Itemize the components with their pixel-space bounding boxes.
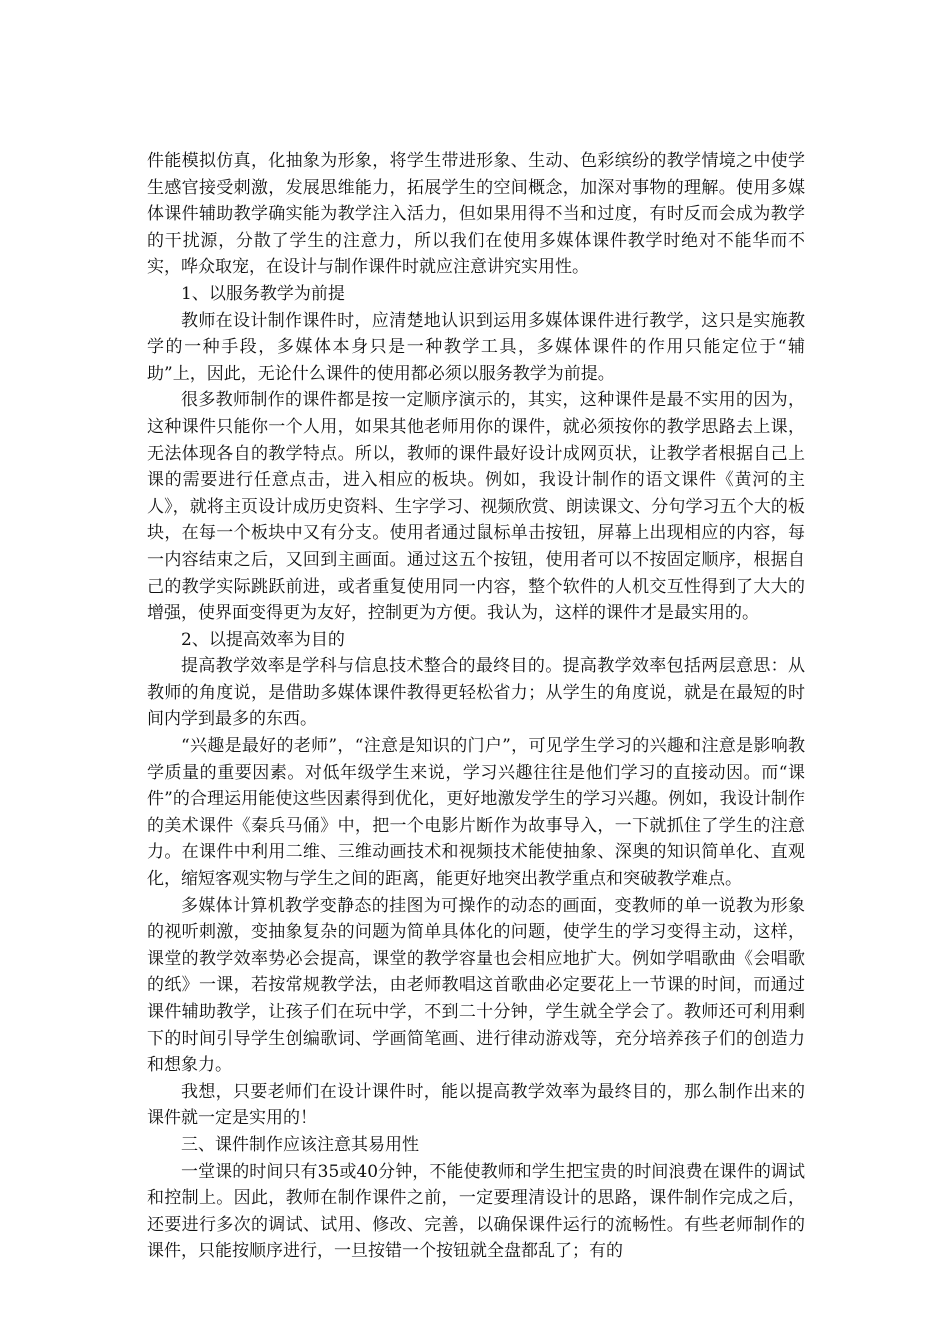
paragraph-conclusion: 我想，只要老师们在设计课件时，能以提高教学效率为最终目的，那么制作出来的课件就一定是实用的！ (147, 1081, 805, 1129)
paragraph-courseware-webpage: 很多教师制作的课件都是按一定顺序演示的，其实，这种课件是最不实用的因为，这种课件只能你一个人用，如果其他老师用你的课件，就必须按你的教学思路去上课，无法体现各自的教学特点。所以，教师的课件最好设计成网页状，让教学者根据自己上课的需要进行任意点击，进入相应的板块。例如，我设计制作的语文课件《黄河的主人》，就将主页设计成历史资料、生字学习、视频欣赏、朗读课文、分句学习五个大的板块，在每一个板块中又有分支。使用者通过鼠标单击按钮，屏幕上出现相应的内容，每一内容结束之后，又回到主画面。通过这五个按钮，使用者可以不按固定顺序，根据自己的教学实际跳跃前进，或者重复使用同一内容，整个软件的人机交互性得到了大大的增强，使界面变得更为友好，控制更为方便。我认为，这样的课件才是最实用的。 (147, 390, 805, 624)
heading-serve-teaching: 1、以服务教学为前提 (181, 283, 345, 304)
paragraph-dynamic-teaching: 多媒体计算机教学变静态的挂图为可操作的动态的画面，变教师的单一说教为形象的视听刺激，变抽象复杂的问题为简单具体化的问题，使学生的学习变得主动，这样，课堂的教学效率势必会提高，课堂的教学容量也会相应地扩大。例如学唱歌曲《会唱歌的纸》一课，若按常规教学法，由老师教唱这首歌曲必定要花上一节课的时间，而通过课件辅助教学，让孩子们在玩中学，不到二十分钟，学生就全学会了。教师还可利用剩下的时间引导学生创编歌词、学画简笔画、进行律动游戏等，充分培养孩子们的创造力和想象力。 (147, 895, 805, 1076)
document-body (147, 148, 805, 1265)
paragraph-serve-teaching: 教师在设计制作课件时，应清楚地认识到运用多媒体课件进行教学，这只是实施教学的一种手段，多媒体本身只是一种教学工具，多媒体课件的作用只能定位于“辅助”上，因此，无论什么课件的使用都必须以服务教学为前提。 (147, 310, 805, 384)
heading-improve-efficiency: 2、以提高效率为目的 (181, 629, 345, 650)
paragraph-intro-continued: 件能模拟仿真，化抽象为形象，将学生带进形象、生动、色彩缤纷的教学情境之中使学生感官接受刺激，发展思维能力，拓展学生的空间概念，加深对事物的理解。使用多媒体课件辅助教学确实能为教学注入活力，但如果用得不当和过度，有时反而会成为教学的干扰源，分散了学生的注意力，所以我们在使用多媒体课件教学时绝对不能华而不实，哗众取宠，在设计与制作课件时就应注意讲究实用性。 (147, 151, 805, 278)
paragraph-ease-of-use: 一堂课的时间只有35或40分钟，不能使教师和学生把宝贵的时间浪费在课件的调试和控制上。因此，教师在制作课件之前，一定要理清设计的思路，课件制作完成之后，还要进行多次的调试、试用、修改、完善，以确保课件运行的流畅性。有些老师制作的课件，只能按顺序进行，一旦按错一个按钮就全盘都乱了；有的 (147, 1161, 805, 1262)
paragraph-interest-attention: “兴趣是最好的老师”，“注意是知识的门户”，可见学生学习的兴趣和注意是影响教学质量的重要因素。对低年级学生来说，学习兴趣往往是他们学习的直接动因。而“课件”的合理运用能使这些因素得到优化，更好地激发学生的学习兴趣。例如，我设计制作的美术课件《秦兵马俑》中，把一个电影片断作为故事导入，一下就抓住了学生的注意力。在课件中利用二维、三维动画技术和视频技术能使抽象、深奥的知识简单化、直观化，缩短客观实物与学生之间的距离，能更好地突出教学重点和突破教学难点。 (147, 736, 805, 890)
paragraph-efficiency-meaning: 提高教学效率是学科与信息技术整合的最终目的。提高教学效率包括两层意思：从教师的角度说，是借助多媒体课件教得更轻松省力；从学生的角度说，就是在最短的时间内学到最多的东西。 (147, 656, 805, 730)
heading-ease-of-use: 三、课件制作应该注意其易用性 (181, 1134, 419, 1155)
